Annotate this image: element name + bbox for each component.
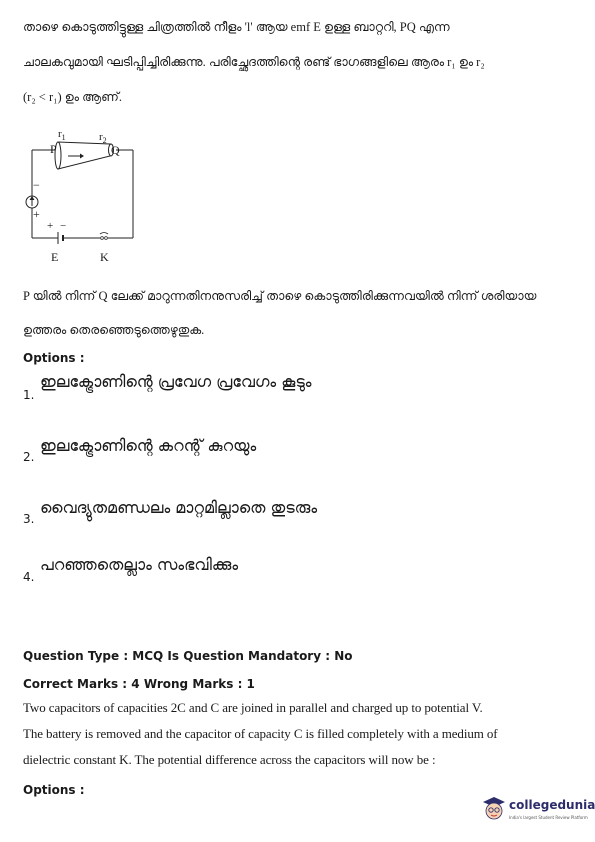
question-text-line: Two capacitors of capacities 2C and C are joined in parallel and charged up to potential V. [23, 700, 483, 715]
option-text: ഇലക്ട്രോണിന്റെ പ്രവേഗ പ്രവേഗം കൂടും [40, 372, 312, 391]
label-k: K [100, 250, 109, 264]
options-label: Options : [23, 783, 85, 797]
option-number: 1. [23, 388, 35, 402]
label-p: P [50, 142, 57, 156]
option-text: പറഞ്ഞതെല്ലാം സംഭവിക്കും [40, 555, 239, 574]
label-e: E [51, 250, 59, 264]
key-icon [101, 237, 104, 240]
question-text-line: The battery is removed and the capacitor of capacity C is filled completely with a medium of [23, 726, 498, 741]
label-battery-minus: − [60, 220, 67, 232]
label-r1: $r_1$ [58, 128, 66, 143]
label-battery-plus: + [47, 220, 54, 232]
question-text-line: (r₂ < r₁) ഉം ആണ്. [23, 90, 123, 104]
label-minus: − [33, 178, 40, 192]
question-text-line: dielectric constant K. The potential difference across the capacitors will now be : [23, 752, 436, 767]
question-text-line: ചാലകവുമായി ഘടിപ്പിച്ചിരിക്കുന്നു. പരിച്ഛേദത്തിന്റെ രണ്ട് ഭാഗങ്ങളിലെ ആരം r₁ ഉം r₂ [23, 55, 485, 69]
logo-text: collegedunia [509, 798, 595, 812]
option-number: 4. [23, 570, 35, 584]
options-label: Options : [23, 351, 85, 365]
question-prompt-line: P യിൽ നിന്ന് Q ലേക്ക് മാറുന്നതിനനുസരിച്ച് താഴെ കൊടുത്തിരിക്കുന്നവയിൽ നിന്ന് ശരിയായ [23, 289, 537, 303]
logo-tagline: India's largest Student Review Platform [509, 815, 588, 820]
student-mascot-icon [481, 795, 507, 823]
option-text: വൈദ്യുതമണ്ഡലം മാറ്റമില്ലാതെ തുടരും [40, 498, 318, 517]
label-plus: + [33, 207, 40, 221]
question-type-meta: Question Type : MCQ Is Question Mandatory : No [23, 649, 353, 663]
collegedunia-logo [481, 795, 593, 825]
label-q: Q [111, 143, 120, 157]
question-prompt-line: ഉത്തരം തെരഞ്ഞെടുത്തെഴുതുക. [23, 323, 205, 337]
circuit-diagram [20, 125, 145, 265]
question-text-line: താഴെ കൊടുത്തിട്ടുള്ള ചിത്രത്തിൽ നീളം 'l' ആയ emf E ഉള്ള ബാറ്ററി, PQ എന്ന [23, 20, 450, 34]
label-r2: $r_2$ [99, 131, 107, 146]
conductor-pq [58, 142, 110, 169]
marks-meta: Correct Marks : 4 Wrong Marks : 1 [23, 677, 255, 691]
option-number: 3. [23, 512, 35, 526]
option-number: 2. [23, 450, 35, 464]
option-text: ഇലക്ട്രോണിന്റെ കറന്റ് കുറയും [40, 436, 257, 455]
